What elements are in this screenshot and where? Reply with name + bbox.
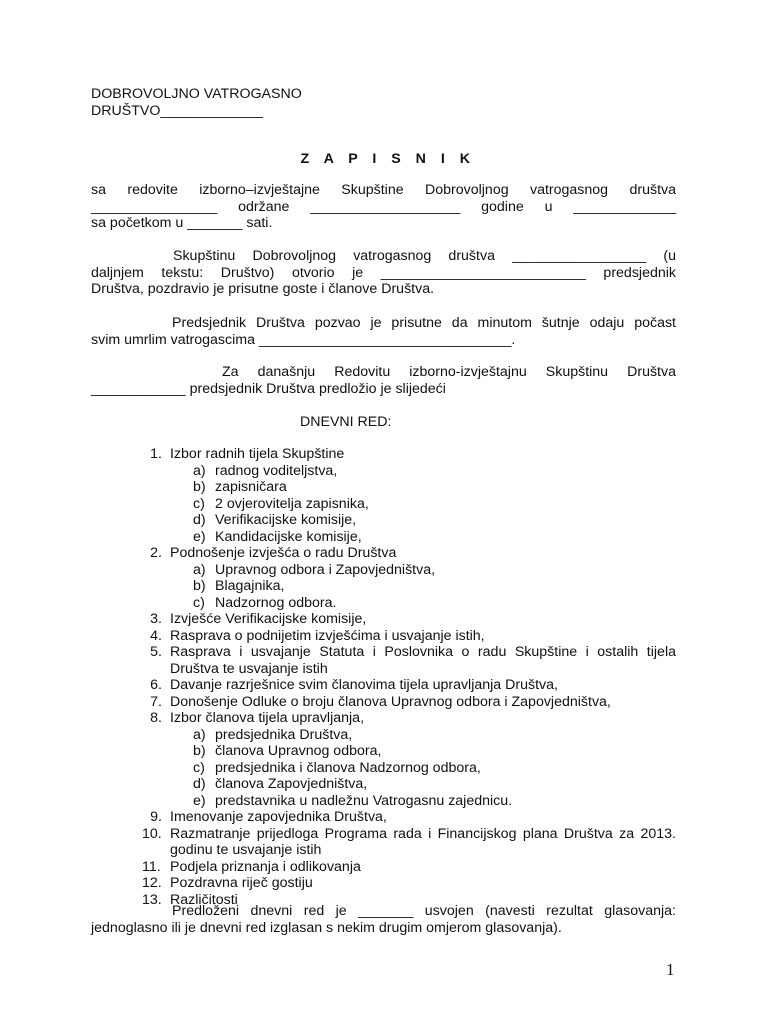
agenda-subitem-letter: a) <box>193 726 206 743</box>
agenda-subitem-letter: c) <box>193 759 205 776</box>
organization-header <box>91 86 302 119</box>
agenda-item-text: Pozdravna riječ gostiju <box>170 875 313 891</box>
agenda-item <box>142 446 676 463</box>
agenda-subitem-text: zapisničara <box>215 479 287 495</box>
agenda-subitem <box>142 512 676 529</box>
agenda-subitem-text: Nadzornog odbora. <box>215 594 337 611</box>
agenda-item-text: Izbor članova tijela upravljanja, <box>170 710 365 726</box>
opening-line-2: daljnjem tekstu: Društvo) otvorio je __________________________ predsjednik <box>91 264 676 281</box>
agenda-subitem-letter: a) <box>193 462 206 479</box>
agenda-subitem-text: predsjednika Društva, <box>215 726 353 743</box>
agenda-subitem-text: Kandidacijske komisije, <box>215 528 362 545</box>
agenda-subitem-text: Verifikacijske komisije, <box>215 512 357 528</box>
agenda-item <box>142 611 676 628</box>
opening-line-1: Skupštinu Dobrovoljnog vatrogasnog društva _________________ (u <box>173 248 676 264</box>
agenda-item <box>142 628 676 645</box>
agenda-item-number: 7. <box>150 693 162 710</box>
silence-line-1: Predsjednik Društva pozvao je prisutne da minutom šutnje odaju počast <box>172 315 676 331</box>
agenda-subitem-letter: e) <box>193 792 206 809</box>
agenda-subitem <box>142 776 676 793</box>
agenda-item-text: Rasprava i usvajanje Statuta i Poslovnika o radu Skupštine i ostalih tijela Društva te usvajanje istih <box>170 644 676 677</box>
agenda-subitem-letter: e) <box>193 528 206 545</box>
proposal-line-1: Za današnju Redovitu izborno-izvještajnu Skupštinu Društva <box>222 364 676 380</box>
agenda-item <box>142 677 676 694</box>
closing-paragraph <box>91 903 676 936</box>
agenda-subitem <box>142 743 676 760</box>
agenda-subitem <box>142 727 676 744</box>
agenda-item-text: Donošenje Odluke o broju članova Upravnog odbora i Zapovjedništva, <box>170 693 611 710</box>
agenda-list <box>142 446 676 908</box>
agenda-item-number: 9. <box>150 809 162 825</box>
agenda-subitem-text: predstavnika u nadležnu Vatrogasnu zajednicu. <box>215 792 513 809</box>
agenda-item <box>142 694 676 711</box>
agenda-subitem-letter: b) <box>193 578 206 594</box>
agenda-item <box>142 545 676 562</box>
agenda-item-text: Davanje razrješnice svim članovima tijela upravljanja Društva, <box>170 677 558 693</box>
agenda-subitem <box>142 562 676 579</box>
closing-line-2: jednoglasno ili je dnevni red izglasan s nekim drugim omjerom glasovanja). <box>91 919 562 936</box>
agenda-subitem <box>142 793 676 810</box>
page-number: 1 <box>666 960 675 979</box>
intro-line-3: sa početkom u _______ sati. <box>91 215 273 231</box>
intro-line-2: ________________ održane ___________________ godine u _____________ <box>91 198 676 215</box>
agenda-item-text: Rasprava o podnijetim izvješćima i usvajanje istih, <box>170 627 485 644</box>
agenda-subitem-letter: d) <box>193 776 206 792</box>
intro-line-1: sa redovite izborno–izvještajne Skupštine Dobrovoljnog vatrogasnog društva <box>91 182 676 198</box>
agenda-subitem-text: predsjednika i članova Nadzornog odbora, <box>215 759 481 776</box>
agenda-subitem-text: 2 ovjerovitelja zapisnika, <box>215 495 369 512</box>
agenda-subitem-text: Upravnog odbora i Zapovjedništva, <box>215 561 436 578</box>
agenda-item-number: 10. <box>142 825 162 842</box>
agenda-subitem <box>142 760 676 777</box>
agenda-item <box>142 826 676 859</box>
agenda-item <box>142 710 676 727</box>
agenda-subitem <box>142 595 676 612</box>
agenda-item-number: 4. <box>150 627 162 644</box>
agenda-item-number: 3. <box>150 611 162 627</box>
agenda-subitem <box>142 463 676 480</box>
agenda-item-text: Imenovanje zapovjednika Društva, <box>170 809 387 825</box>
agenda-item-text: Razmatranje prijedloga Programa rada i Financijskog plana Društva za 2013. godinu te usvajanje istih <box>170 825 676 858</box>
org-name-line2: DRUŠTVO_____________ <box>91 102 263 119</box>
agenda-item-number: 13. <box>142 891 162 908</box>
agenda-item-text: Podjela priznanja i odlikovanja <box>170 858 361 875</box>
document-title: Z A P I S N I K <box>300 151 476 167</box>
silence-line-2: svim umrlim vatrogascima ________________________________. <box>91 331 516 348</box>
agenda-item-number: 6. <box>150 677 162 693</box>
agenda-subitem-letter: d) <box>193 512 206 528</box>
agenda-title: DNEVNI RED: <box>300 414 392 430</box>
agenda-subitem-letter: b) <box>193 743 206 759</box>
closing-line-1: Predloženi dnevni red je _______ usvojen (navesti rezultat glasovanja: <box>172 903 676 919</box>
agenda-subitem <box>142 529 676 546</box>
agenda-item-text: Izbor radnih tijela Skupštine <box>170 446 345 462</box>
agenda-item-number: 8. <box>150 710 162 726</box>
agenda-item-number: 1. <box>150 446 162 462</box>
agenda-item-number: 5. <box>150 644 162 660</box>
silence-paragraph <box>91 315 676 348</box>
proposal-line-2: ____________ predsjednik Društva predložio je slijedeći <box>91 380 446 397</box>
agenda-subitem-letter: b) <box>193 479 206 495</box>
agenda-item-text: Podnošenje izvješća o radu Društva <box>170 545 397 561</box>
agenda-item <box>142 809 676 826</box>
agenda-subitem-letter: a) <box>193 561 206 578</box>
agenda-subitem <box>142 578 676 595</box>
agenda-item <box>142 859 676 876</box>
agenda-subitem-letter: c) <box>193 594 205 611</box>
agenda-subitem-text: Blagajnika, <box>215 578 285 594</box>
agenda-item <box>142 644 676 677</box>
agenda-subitem-text: radnog voditeljstva, <box>215 462 338 479</box>
agenda-subitem-text: članova Upravnog odbora, <box>215 743 382 759</box>
agenda-item-number: 11. <box>142 858 161 875</box>
org-name-line1: DOBROVOLJNO VATROGASNO <box>91 86 302 102</box>
agenda-subitem-text: članova Zapovjedništva, <box>215 776 368 792</box>
agenda-item-text: Izvješće Verifikacijske komisije, <box>170 611 367 627</box>
opening-paragraph <box>91 248 676 298</box>
agenda-subitem <box>142 496 676 513</box>
agenda-item-number: 2. <box>150 545 162 561</box>
proposal-paragraph <box>91 364 676 397</box>
agenda-item-text: Različitosti <box>170 891 238 908</box>
agenda-subitem-letter: c) <box>193 495 205 512</box>
intro-paragraph <box>91 182 676 232</box>
agenda-item-number: 12. <box>142 875 162 891</box>
opening-line-3: Društva, pozdravio je prisutne goste i članove Društva. <box>91 281 435 297</box>
agenda-subitem <box>142 479 676 496</box>
agenda-item <box>142 875 676 892</box>
